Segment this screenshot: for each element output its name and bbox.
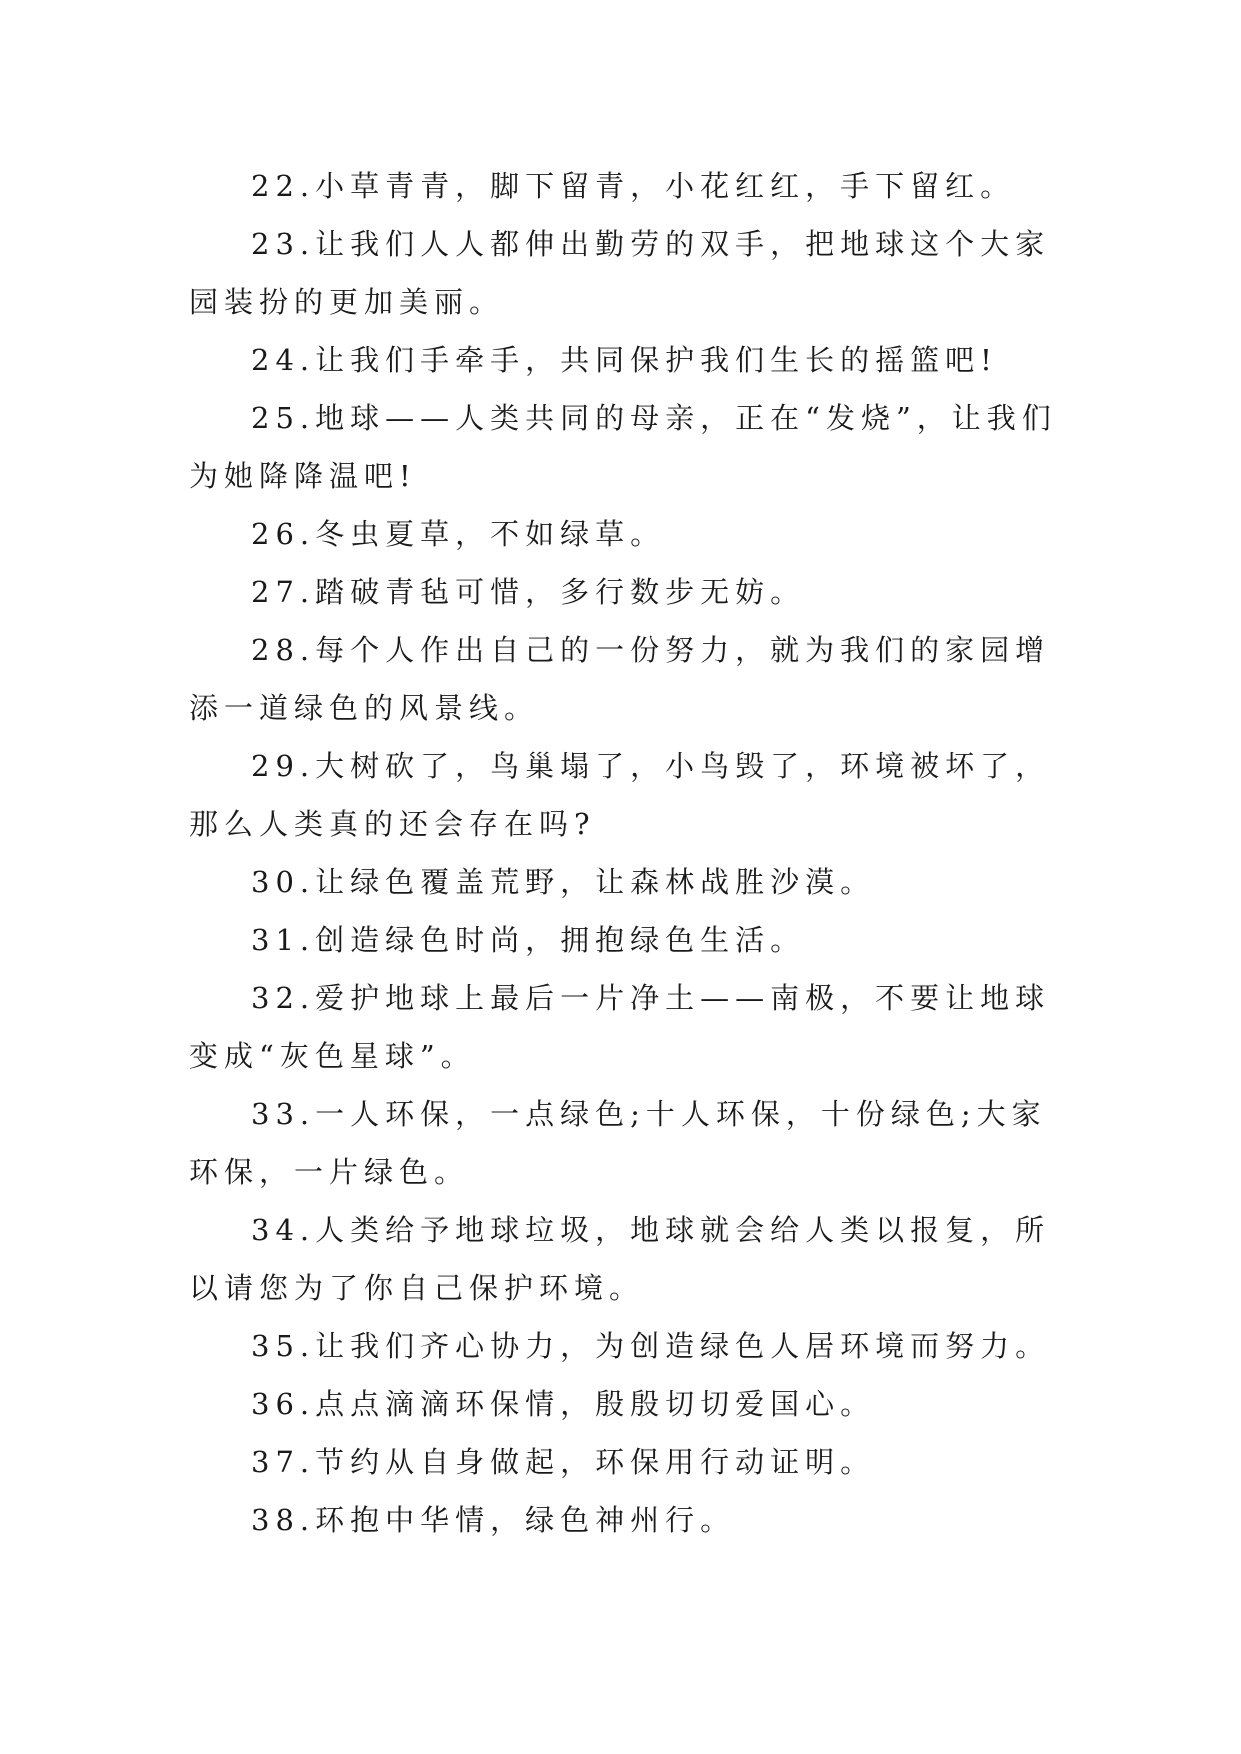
slogan-31: 31.创造绿色时尚，拥抱绿色生活。 xyxy=(251,923,806,957)
slogan-25: 25.地球——人类共同的母亲，正在“发烧”，让我们为她降降温吧! xyxy=(189,401,1057,493)
slogan-33: 33.一人环保，一点绿色;十人环保，十份绿色;大家环保，一片绿色。 xyxy=(189,1097,1047,1189)
slogan-27: 27.踏破青毡可惜，多行数步无妨。 xyxy=(251,575,806,609)
slogan-30: 30.让绿色覆盖荒野，让森林战胜沙漠。 xyxy=(251,865,876,899)
slogan-list xyxy=(189,157,1059,1549)
slogan-36: 36.点点滴滴环保情，殷殷切切爱国心。 xyxy=(251,1387,876,1421)
slogan-37: 37.节约从自身做起，环保用行动证明。 xyxy=(251,1445,876,1479)
slogan-32: 32.爱护地球上最后一片净土——南极，不要让地球变成“灰色星球”。 xyxy=(189,981,1051,1073)
slogan-22: 22.小草青青，脚下留青，小花红红，手下留红。 xyxy=(251,169,1016,203)
slogan-26: 26.冬虫夏草，不如绿草。 xyxy=(251,517,666,551)
slogan-23: 23.让我们人人都伸出勤劳的双手，把地球这个大家园装扮的更加美丽。 xyxy=(189,227,1051,319)
slogan-24: 24.让我们手牵手，共同保护我们生长的摇篮吧! xyxy=(251,343,998,377)
slogan-38: 38.环抱中华情，绿色神州行。 xyxy=(251,1503,736,1537)
slogan-35: 35.让我们齐心协力，为创造绿色人居环境而努力。 xyxy=(251,1329,1051,1363)
slogan-34: 34.人类给予地球垃圾，地球就会给人类以报复，所以请您为了你自己保护环境。 xyxy=(189,1213,1051,1305)
slogan-28: 28.每个人作出自己的一份努力，就为我们的家园增添一道绿色的风景线。 xyxy=(189,633,1051,725)
slogan-29: 29.大树砍了，鸟巢塌了，小鸟毁了，环境被坏了，那么人类真的还会存在吗? xyxy=(189,749,1051,841)
